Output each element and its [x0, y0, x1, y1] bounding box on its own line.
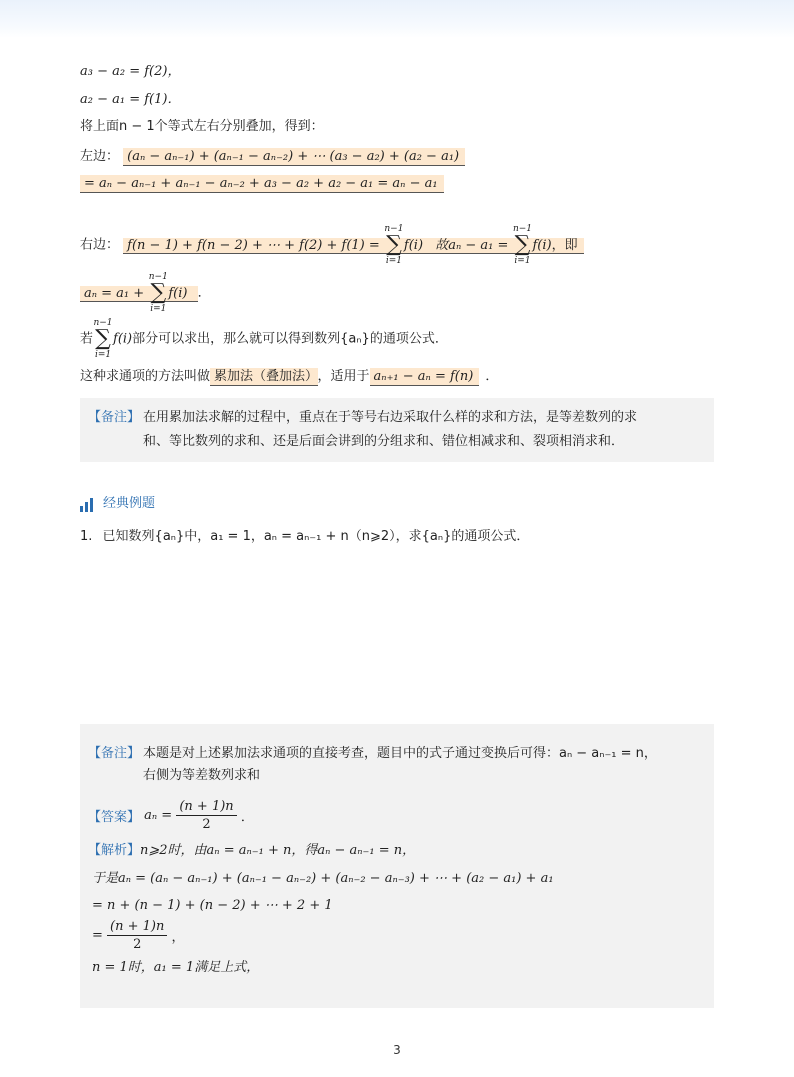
answer-note-line-2: 右侧为等差数列求和 — [143, 768, 261, 783]
left-side-line — [80, 147, 465, 167]
analysis-text-1: n⩾2时，由aₙ = aₙ₋₁ + n，得aₙ − aₙ₋₁ = n， — [140, 843, 416, 858]
problem-text: 已知数列{aₙ}中，a₁ = 1，aₙ = aₙ₋₁ + n（n⩾2），求{aₙ}的通项公式． — [102, 529, 530, 544]
analysis-fraction: $\frac{(n + 1)n}{2}$ — [107, 918, 167, 953]
page-number: 3 — [393, 1043, 401, 1057]
answer-note-line-1: 本题是对上述累加法求通项的直接考查，题目中的式子通过变换后可得：aₙ − aₙ₋₁ = n， — [143, 746, 657, 761]
right-expression: f(n − 1) + f(n − 2) + ⋯ + f(2) + f(1) = — [127, 237, 380, 253]
right-side-line — [80, 224, 584, 267]
right-label: 右边： — [80, 237, 120, 253]
left-expression-2: = aₙ − aₙ₋₁ + aₙ₋₁ − aₙ₋₂ + a₃ − a₂ + a₂ − a₁ = aₙ − a₁ — [80, 175, 444, 193]
method-line — [80, 367, 498, 387]
result-line — [80, 272, 211, 315]
if-rest: 部分可以求出，那么就可以得到数列{aₙ}的通项公式． — [132, 331, 448, 347]
answer-line — [88, 798, 254, 833]
problem-line — [80, 527, 529, 547]
note-line-2: 和、等比数列的求和、还是后面会讲到的分组求和、错位相减求和、裂项相消求和． — [143, 434, 625, 449]
left-side-line-2 — [80, 174, 444, 194]
sum-term: f(i) — [113, 331, 133, 347]
sum-term: f(i) — [168, 285, 188, 301]
left-expression-1: (aₙ − aₙ₋₁) + (aₙ₋₁ − aₙ₋₂) + ⋯ (a₃ − a₂) + (a₂ − a₁) — [123, 148, 465, 166]
note-tag: 【备注】 — [88, 410, 141, 425]
answer-end: ． — [240, 810, 254, 825]
problem-number: 1. — [80, 529, 93, 544]
analysis-line-4 — [92, 918, 185, 953]
sum-symbol: n−1 ∑ i=1 — [384, 224, 404, 266]
result-end: ． — [197, 285, 211, 301]
equation-line: a₂ − a₁ = f(1)． — [80, 92, 181, 107]
sum-intro-text: 将上面n − 1个等式左右分别叠加，得到： — [80, 119, 324, 134]
method-mid: ，适用于 — [317, 369, 370, 384]
analysis-line-4-end: ， — [171, 930, 185, 945]
analysis-line-4-lhs: = — [92, 928, 103, 943]
analysis-tag: 【解析】 — [88, 843, 141, 858]
analysis-line-1 — [88, 841, 415, 861]
method-name: 累加法（叠加法） — [210, 368, 318, 386]
sum-term: f(i) — [532, 237, 552, 253]
equation-line: a₃ − a₂ = f(2)， — [80, 64, 181, 79]
right-so-text: 故aₙ − a₁ = — [435, 237, 509, 253]
analysis-line-2: 于是aₙ = (aₙ − aₙ₋₁) + (aₙ₋₁ − aₙ₋₂) + (aₙ₋₂ − aₙ₋₃) + ⋯ + (a₂ − a₁) + a₁ — [92, 871, 554, 886]
result-highlight — [80, 272, 198, 314]
answer-note-tag: 【备注】 — [88, 746, 141, 761]
note-box — [80, 398, 714, 462]
note-line-1: 在用累加法求解的过程中，重点在于等号右边采取什么样的求和方法，是等差数列的求 — [143, 410, 638, 425]
sum-symbol: n−1 ∑ i=1 — [512, 224, 533, 266]
method-prefix: 这种求通项的方法叫做 — [80, 369, 211, 384]
method-end: ． — [485, 369, 499, 384]
page-header-band — [0, 0, 794, 38]
section-heading — [80, 492, 155, 512]
left-label: 左边： — [80, 149, 120, 164]
right-end-text: ，即 — [551, 237, 578, 253]
sum-term: f(i) — [403, 237, 424, 253]
sum-symbol: n−1 ∑ i=1 — [93, 318, 113, 360]
result-lhs: aₙ = a₁ + — [84, 285, 145, 301]
right-expression-highlight — [123, 224, 583, 266]
if-line — [80, 318, 448, 361]
bar-chart-icon — [80, 497, 95, 512]
answer-box — [80, 724, 714, 1008]
section-title: 经典例题 — [103, 496, 156, 511]
answer-fraction: $\frac{(n + 1)n}{2}$ — [176, 798, 236, 833]
answer-lhs: aₙ = — [144, 808, 173, 823]
if-prefix: 若 — [80, 331, 94, 347]
analysis-line-3: = n + (n − 1) + (n − 2) + ⋯ + 2 + 1 — [92, 898, 333, 913]
answer-tag: 【答案】 — [88, 810, 141, 825]
analysis-line-5: n = 1时，a₁ = 1满足上式， — [92, 960, 260, 975]
sum-symbol: n−1 ∑ i=1 — [148, 272, 168, 314]
method-form: aₙ₊₁ − aₙ = f(n) — [370, 368, 480, 386]
